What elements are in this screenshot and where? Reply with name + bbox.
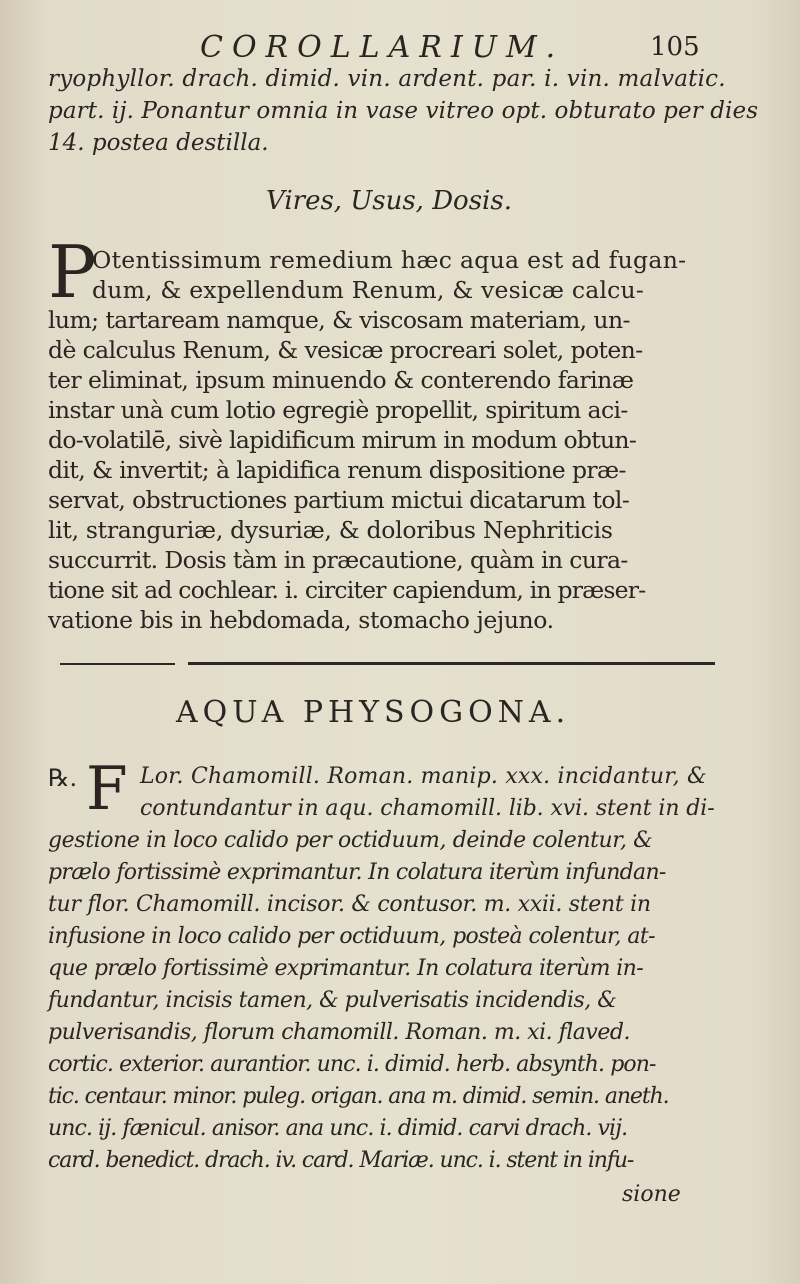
text-line: tur flor. Chamomill. incisor. & contusor. m. xxii. stent in <box>48 892 651 917</box>
text-line: tic. centaur. minor. puleg. origan. ana m. dimid. semin. aneth. <box>48 1084 669 1109</box>
running-title: COROLLARIUM. <box>200 30 565 65</box>
text-line: Otentissimum remedium hæc aqua est ad fugan- <box>92 246 687 274</box>
text-line: lit, stranguriæ, dysuriæ, & doloribus Nephriticis <box>48 516 613 544</box>
text-line: dit, & invertit; à lapidifica renum dispositione præ- <box>48 456 626 484</box>
text-line: gestione in loco calido per octiduum, deinde colentur, & <box>48 828 653 853</box>
page-header <box>0 30 800 66</box>
text-line: instar unà cum lotio egregiè propellit, spiritum aci- <box>48 396 628 424</box>
recipe-title: AQUA PHYSOGONA. <box>176 695 571 730</box>
text-line: Lor. Chamomill. Roman. manip. xxx. incidantur, & <box>140 764 707 789</box>
text-line: cortic. exterior. aurantior. unc. i. dimid. herb. absynth. pon- <box>48 1052 656 1077</box>
text-line: part. ij. Ponantur omnia in vase vitreo opt. obturato per dies <box>48 98 759 124</box>
page-number: 105 <box>650 32 700 62</box>
drop-capital: P <box>48 230 97 314</box>
drop-capital: F <box>86 754 128 824</box>
text-line: servat, obstructiones partium mictui dicatarum tol- <box>48 486 630 514</box>
text-line: prælo fortissimè exprimantur. In colatura iterùm infundan- <box>48 860 666 885</box>
text-line: succurrit. Dosis tàm in præcautione, quàm in cura- <box>48 546 628 574</box>
divider-segment <box>188 662 715 665</box>
text-line: dum, & expellendum Renum, & vesicæ calcu- <box>92 276 644 304</box>
text-line: 14. postea destilla. <box>48 130 269 156</box>
text-line: pulverisandis, florum chamomill. Roman. m. xi. flaved. <box>48 1020 630 1045</box>
text-line: ter eliminat, ipsum minuendo & conterendo farinæ <box>48 366 634 394</box>
text-line: fundantur, incisis tamen, & pulverisatis incidendis, & <box>48 988 617 1013</box>
text-line: card. benedict. drach. iv. card. Mariæ. unc. i. stent in infu- <box>48 1148 634 1173</box>
text-line: tione sit ad cochlear. i. circiter capiendum, in præser- <box>48 576 646 604</box>
text-line: ryophyllor. drach. dimid. vin. ardent. par. i. vin. malvatic. <box>48 66 726 92</box>
text-line: do-volatilē, sivè lapidificum mirum in modum obtun- <box>48 426 637 454</box>
recipe-symbol: ℞. <box>48 764 78 792</box>
divider-segment <box>60 663 175 665</box>
text-line: infusione in loco calido per octiduum, posteà colentur, at- <box>48 924 655 949</box>
text-line: contundantur in aqu. chamomill. lib. xvi. stent in di- <box>140 796 715 821</box>
text-line: que prælo fortissimè exprimantur. In colatura iterùm in- <box>48 956 644 981</box>
text-line: unc. ij. fænicul. anisor. ana unc. i. dimid. carvi drach. vij. <box>48 1116 628 1141</box>
catchword: sione <box>622 1182 681 1207</box>
text-line: dè calculus Renum, & vesicæ procreari solet, poten- <box>48 336 643 364</box>
text-line: vatione bis in hebdomada, stomacho jejuno. <box>48 606 554 634</box>
section-divider <box>60 660 715 666</box>
text-line: lum; tartaream namque, & viscosam materiam, un- <box>48 306 630 334</box>
section-heading: Vires, Usus, Dosis. <box>266 186 512 216</box>
